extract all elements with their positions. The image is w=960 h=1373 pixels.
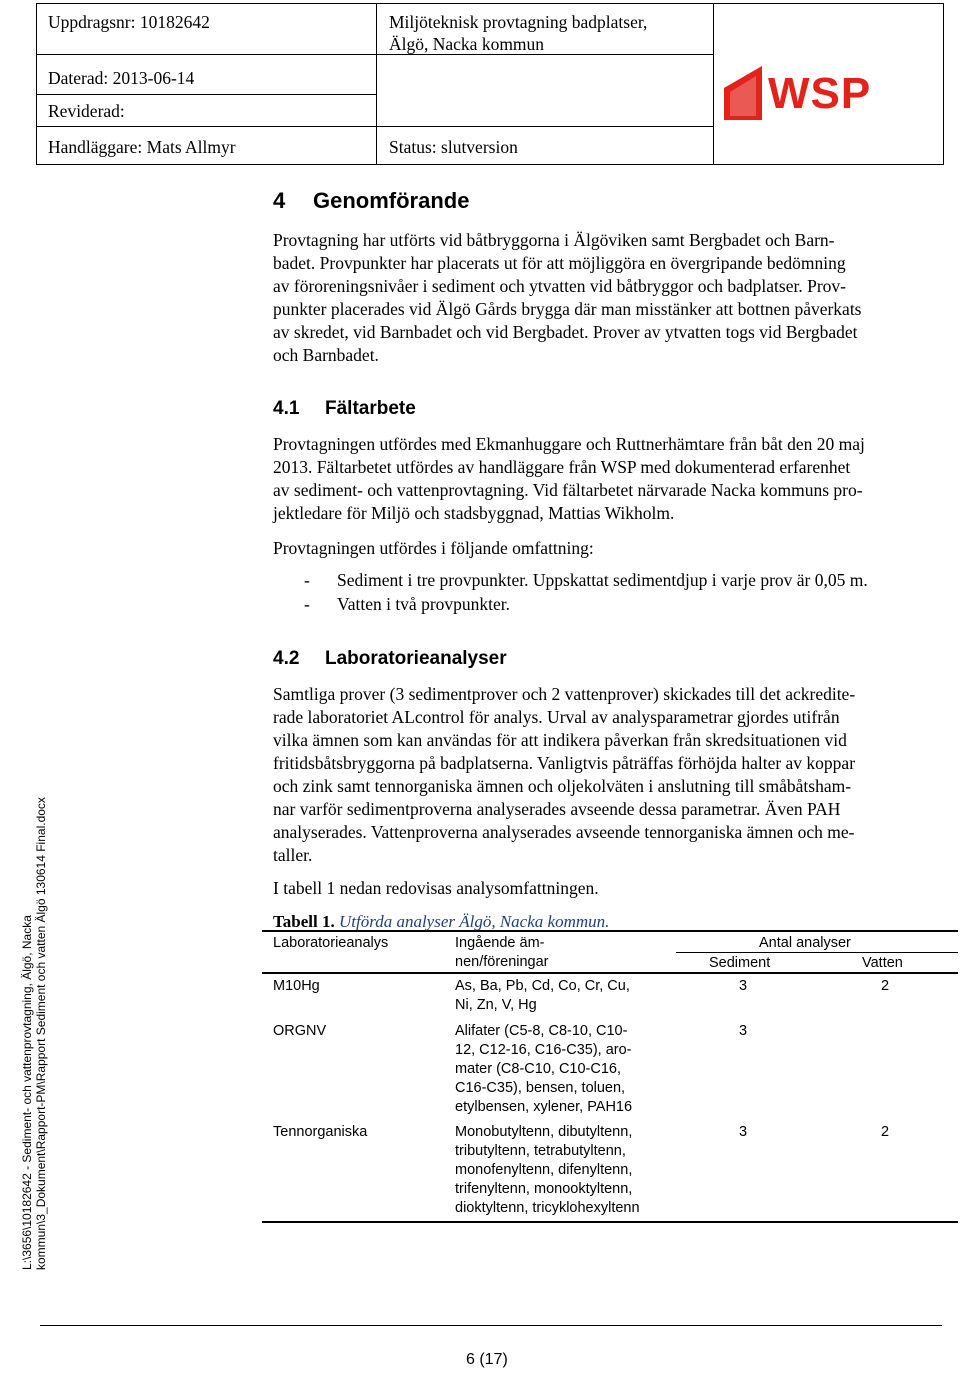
text-line: analyserades. Vattenproverna analyserades avseende tennorganiska ämnen och me-	[273, 822, 855, 842]
text-line: och zink samt tennorganiska ämnen och oljekolväten i anslutning till småbåtsham-	[273, 776, 852, 796]
section-4-2-heading	[273, 646, 507, 672]
cell-vatten: 2	[881, 978, 890, 994]
text-line: vilka ämnen som kan användas för att indikera påverkan från skredsituationen vid	[273, 730, 847, 750]
cell-amnen: As, Ba, Pb, Cd, Co, Cr, Cu,	[455, 978, 630, 994]
uppdragsnr: Uppdragsnr: 10182642	[48, 12, 210, 32]
cell-amnen: C16-C35), bensen, toluen,	[455, 1080, 626, 1096]
section-title: Laboratorieanalyser	[325, 648, 507, 669]
list-item: - Vatten i två provpunkter.	[304, 594, 511, 614]
col-header-analys: Laboratorieanalys	[273, 935, 389, 951]
col-header-amnen-line1: Ingående äm-	[455, 935, 545, 951]
wsp-logo	[722, 60, 906, 122]
section-title: Genomförande	[313, 188, 470, 213]
cell-analys: Tennorganiska	[273, 1124, 368, 1140]
text-line: badet. Provpunkter har placerats ut för att möjliggöra en övergripande bedömning	[273, 253, 846, 273]
cell-amnen: Alifater (C5-8, C8-10, C10-	[455, 1023, 628, 1039]
file-path-line-2: kommun\3_Dokument\Rapport-PM\Rapport Sediment och vatten Älgö 130614 Final.docx	[34, 797, 48, 1270]
reviderad: Reviderad:	[48, 101, 125, 121]
sampling-list	[304, 568, 868, 616]
col-header-amnen-line2: nen/föreningar	[455, 954, 549, 970]
cell-sediment: 3	[739, 1124, 748, 1140]
text-line: Provtagning har utförts vid båtbryggorna i Älgöviken samt Bergbadet och Barn-	[273, 230, 835, 250]
caption-text: Utförda analyser Älgö, Nacka kommun.	[338, 912, 610, 931]
title-line-1: Miljöteknisk provtagning badplatser,	[389, 12, 648, 32]
text-line: I tabell 1 nedan redovisas analysomfattningen.	[273, 878, 599, 898]
text-line: 2013. Fältarbetet utfördes av handläggare från WSP med dokumenterad erfarenhet	[273, 457, 851, 477]
text-line: och Barnbadet.	[273, 345, 379, 365]
status: Status: slutversion	[389, 137, 518, 157]
section-number: 4	[273, 188, 286, 213]
section-4-1-paragraph	[273, 433, 953, 525]
text-line: Provtagningen utfördes med Ekmanhuggare och Ruttnerhämtare från båt den 20 maj	[273, 434, 865, 454]
caption-label: Tabell 1.	[273, 912, 335, 931]
text-line: punkter placerades vid Älgö Gårds brygga där man misstänker att bottnen påverkats	[273, 299, 862, 319]
list-item: - Sediment i tre provpunkter. Uppskattat sedimentdjup i varje prov är 0,05 m.	[304, 570, 868, 590]
footer-divider	[40, 1325, 942, 1326]
section-4-2-table-intro	[273, 877, 953, 900]
list-item-text: Sediment i tre provpunkter. Uppskattat sedimentdjup i varje prov är 0,05 m.	[337, 570, 868, 590]
section-4-1-heading	[273, 396, 416, 422]
list-item-text: Vatten i två provpunkter.	[337, 594, 511, 614]
page-number: 6 (17)	[466, 1351, 508, 1368]
file-path-sidebar	[20, 797, 48, 1270]
col-header-vatten: Vatten	[862, 955, 903, 971]
text-line: jektledare för Miljö och stadsbyggnad, Mattias Wikholm.	[273, 503, 675, 523]
file-path-line-1: L:\3656\10182642 - Sediment- och vattenprovtagning, Älgö, Nacka	[20, 915, 34, 1270]
cell-amnen: Ni, Zn, V, Hg	[455, 997, 537, 1013]
col-header-antal: Antal analyser	[759, 935, 851, 951]
section-number: 4.1	[273, 398, 300, 419]
cell-amnen: etylbensen, xylener, PAH16	[455, 1099, 633, 1115]
cell-amnen: 12, C12-16, C16-C35), aro-	[455, 1042, 632, 1058]
cell-amnen: tributyltenn, tetrabutyltenn,	[455, 1143, 626, 1159]
col-header-sediment: Sediment	[709, 955, 771, 971]
text-line: Samtliga prover (3 sedimentprover och 2 vattenprover) skickades till det ackredite-	[273, 684, 856, 704]
cell-analys: M10Hg	[273, 978, 320, 994]
section-4-1-intro	[273, 537, 953, 560]
cell-amnen: monofenyltenn, difenyltenn,	[455, 1162, 633, 1178]
cell-amnen: trifenyltenn, monooktyltenn,	[455, 1181, 633, 1197]
cell-vatten: 2	[881, 1124, 890, 1140]
text-line: av sediment- och vattenprovtagning. Vid fältarbetet närvarade Nacka kommuns pro-	[273, 480, 863, 500]
cell-amnen: Monobutyltenn, dibutyltenn,	[455, 1124, 633, 1140]
cell-sediment: 3	[739, 978, 748, 994]
section-4-heading	[273, 186, 469, 216]
text-line: rade laboratoriet ALcontrol för analys. Urval av analysparametrar gjordes utifrån	[273, 707, 840, 727]
analysis-table	[262, 930, 958, 1226]
text-line: taller.	[273, 845, 313, 865]
text-line: fritidsbåtsbryggorna på badplatserna. Vanligtvis påträffas förhöjda halter av koppar	[273, 753, 856, 773]
cell-sediment: 3	[739, 1023, 748, 1039]
text-line: av föroreningsnivåer i sediment och ytvatten vid båtbryggor och badplatser. Prov-	[273, 276, 846, 296]
text-line: nar varför sedimentproverna analyserades avseende dessa parametrar. Även PAH	[273, 799, 841, 819]
cell-analys: ORGNV	[273, 1023, 327, 1039]
daterad: Daterad: 2013-06-14	[48, 68, 195, 88]
text-line: av skredet, vid Barnbadet och vid Bergbadet. Prover av ytvatten togs vid Bergbadet	[273, 322, 858, 342]
title-line-2: Älgö, Nacka kommun	[389, 34, 545, 54]
section-number: 4.2	[273, 648, 300, 669]
section-4-paragraph	[273, 229, 953, 367]
cell-amnen: dioktyltenn, tricyklohexyltenn	[455, 1200, 640, 1216]
svg-text:WSP: WSP	[768, 69, 872, 118]
cell-amnen: mater (C8-C10, C10-C16,	[455, 1061, 621, 1077]
text-line: Provtagningen utfördes i följande omfattning:	[273, 538, 594, 558]
section-title: Fältarbete	[325, 398, 416, 419]
handlaggare: Handläggare: Mats Allmyr	[48, 137, 236, 157]
section-4-2-paragraph	[273, 683, 953, 867]
